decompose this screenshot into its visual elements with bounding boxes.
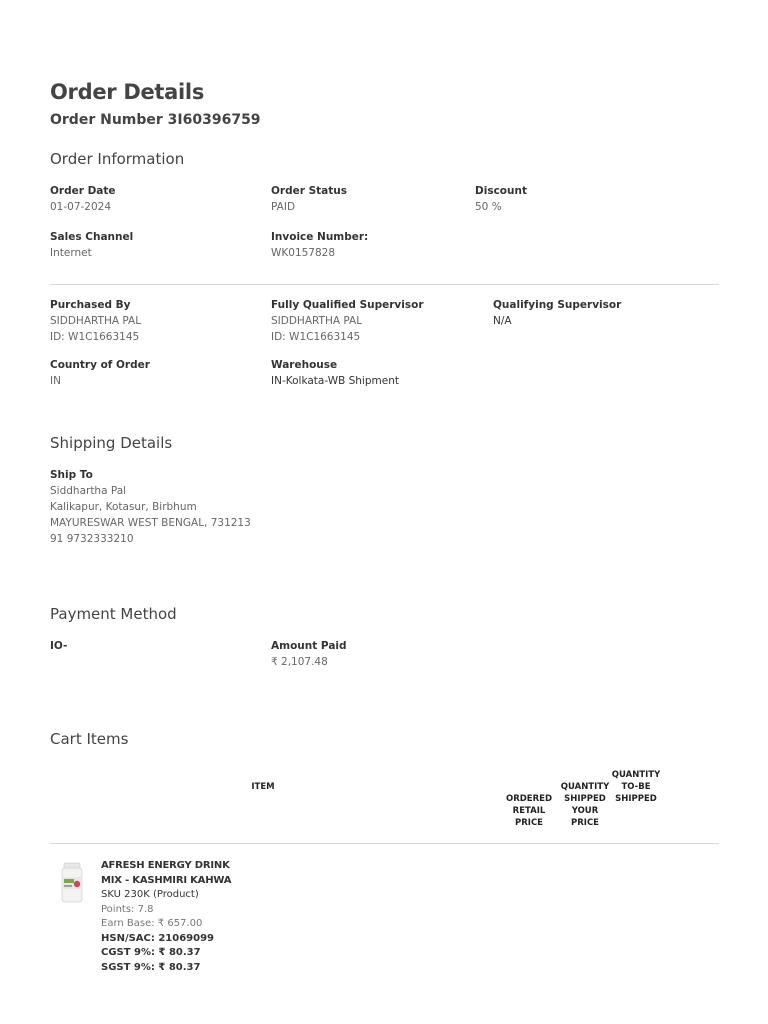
cart-item	[101, 859, 251, 975]
warehouse-label: Warehouse	[271, 359, 338, 371]
order-date-label: Order Date	[50, 185, 116, 197]
discount-field	[475, 183, 527, 215]
sales-channel-label: Sales Channel	[50, 231, 134, 243]
ship-to-name: Siddhartha Pal	[50, 485, 127, 497]
item-sgst: SGST 9%: ₹ 80.37	[101, 961, 201, 973]
country-field	[50, 357, 150, 389]
warehouse-value: IN-Kolkata-WB Shipment	[271, 375, 399, 387]
ship-to-address-line2: MAYURESWAR WEST BENGAL, 731213	[50, 517, 251, 529]
payment-method-title: Payment Method	[50, 605, 177, 623]
section-divider	[50, 284, 719, 285]
ship-to-address-line1: Kalikapur, Kotasur, Birbhum	[50, 501, 197, 513]
order-status-field	[271, 183, 347, 215]
q-supervisor-value: N/A	[493, 315, 512, 327]
sales-channel-field	[50, 229, 133, 261]
cart-header-divider	[50, 843, 719, 844]
item-earn-base: Earn Base: ₹ 657.00	[101, 918, 203, 929]
sales-channel-value: Internet	[50, 247, 92, 259]
item-sku: SKU 230K (Product)	[101, 889, 199, 900]
order-information-title: Order Information	[50, 150, 185, 168]
payment-method-value: IO-	[50, 640, 68, 652]
purchased-by-name: SIDDHARTHA PAL	[50, 315, 142, 327]
item-cgst: CGST 9%: ₹ 80.37	[101, 947, 201, 958]
order-date-value: 01-07-2024	[50, 201, 112, 213]
order-status-label: Order Status	[271, 185, 347, 197]
column-header-quantity-shipped-your-price: QUANTITY SHIPPED YOUR PRICE	[560, 782, 610, 828]
warehouse-field	[271, 357, 399, 389]
order-status-value: PAID	[271, 201, 296, 213]
payment-method-field	[50, 638, 67, 654]
amount-paid-label: Amount Paid	[271, 640, 347, 652]
discount-label: Discount	[475, 185, 527, 197]
fq-supervisor-name: SIDDHARTHA PAL	[271, 315, 363, 327]
ship-to-field	[50, 467, 251, 547]
item-points: Points: 7.8	[101, 903, 154, 915]
q-supervisor-label: Qualifying Supervisor	[493, 299, 622, 311]
invoice-number-value: WK0157828	[271, 247, 336, 259]
country-label: Country of Order	[50, 359, 150, 371]
purchased-by-field	[50, 297, 141, 345]
invoice-number-label: Invoice Number:	[271, 231, 369, 243]
fq-supervisor-id: ID: W1C1663145	[271, 331, 361, 343]
shipping-details-title: Shipping Details	[50, 434, 173, 452]
order-number: Order Number 3I60396759	[50, 112, 261, 128]
purchased-by-id: ID: W1C1663145	[50, 331, 140, 343]
invoice-number-field	[271, 229, 368, 261]
item-hsn: HSN/SAC: 21069099	[101, 932, 215, 944]
ship-to-label: Ship To	[50, 469, 93, 481]
fq-supervisor-field	[271, 297, 424, 345]
order-date-field	[50, 183, 116, 215]
column-header-ordered-retail-price: ORDERED RETAIL PRICE	[505, 794, 553, 828]
product-image[interactable]	[56, 862, 88, 904]
ship-to-phone: 91 9732333210	[50, 533, 134, 545]
amount-paid-field	[271, 638, 347, 670]
column-header-quantity-to-be-shipped: QUANTITY TO-BE SHIPPED	[611, 770, 661, 804]
discount-value: 50 %	[475, 201, 502, 213]
purchased-by-label: Purchased By	[50, 299, 131, 311]
cart-items-title: Cart Items	[50, 730, 129, 748]
page-title: Order Details	[50, 80, 205, 104]
item-name[interactable]: AFRESH ENERGY DRINK MIX - KASHMIRI KAHWA	[101, 860, 232, 886]
fq-supervisor-label: Fully Qualified Supervisor	[271, 299, 424, 311]
country-value: IN	[50, 375, 61, 387]
q-supervisor-field	[493, 297, 621, 329]
column-header-item: ITEM	[251, 782, 275, 792]
amount-paid-value: ₹ 2,107.48	[271, 656, 328, 668]
